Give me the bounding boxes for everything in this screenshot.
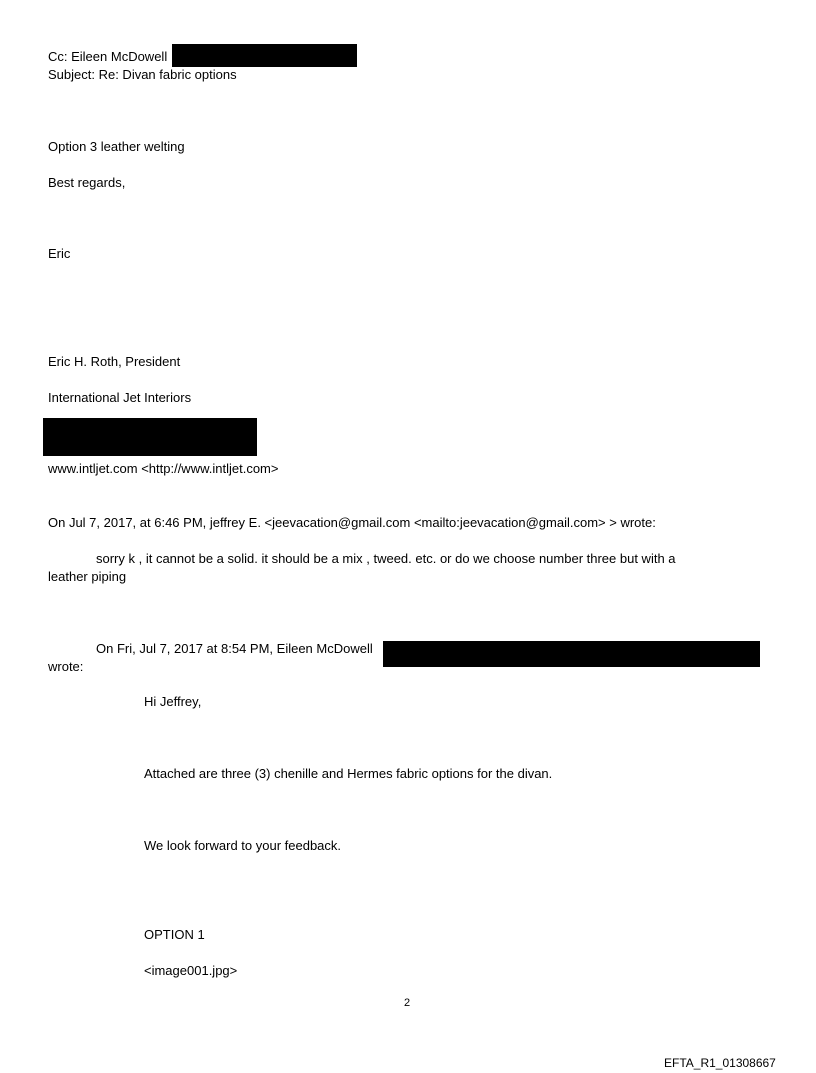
- quoted-1-body-line2: leather piping: [48, 569, 127, 584]
- quoted-2-greeting: Hi Jeffrey,: [144, 694, 202, 709]
- quoted-1-attribution: On Jul 7, 2017, at 6:46 PM, jeffrey E. <jeevacation@gmail.com <mailto:jeevacation@gmail.com> > wrote:: [48, 515, 656, 530]
- reply-name: Eric: [48, 246, 71, 261]
- cc-line: Cc: Eileen McDowell: [48, 49, 168, 64]
- quoted-2-followup: We look forward to your feedback.: [144, 838, 342, 853]
- reply-body: Option 3 leather welting: [48, 139, 185, 154]
- signature-name: Eric H. Roth, President: [48, 354, 181, 369]
- option-label: OPTION 1: [144, 927, 205, 942]
- redaction-signature-contact: [43, 418, 257, 456]
- quoted-2-attribution: On Fri, Jul 7, 2017 at 8:54 PM, Eileen McDowell: [96, 641, 373, 656]
- signature-web: www.intljet.com <http://www.intljet.com>: [48, 461, 279, 476]
- redaction-quoted-email: [383, 641, 760, 667]
- quoted-2-attribution-wrote: wrote:: [48, 659, 84, 674]
- quoted-2-body: Attached are three (3) chenille and Hermes fabric options for the divan.: [144, 766, 553, 781]
- quoted-1-body-line1: sorry k , it cannot be a solid. it should be a mix , tweed. etc. or do we choose number three but with a: [96, 551, 676, 566]
- signature-company: International Jet Interiors: [48, 390, 192, 405]
- redaction-cc-email: [172, 44, 357, 67]
- page-number: 2: [404, 997, 411, 1009]
- attachment-placeholder: <image001.jpg>: [144, 963, 238, 978]
- subject-line: Subject: Re: Divan fabric options: [48, 67, 237, 82]
- reply-closing: Best regards,: [48, 175, 126, 190]
- document-id: EFTA_R1_01308667: [664, 1056, 776, 1070]
